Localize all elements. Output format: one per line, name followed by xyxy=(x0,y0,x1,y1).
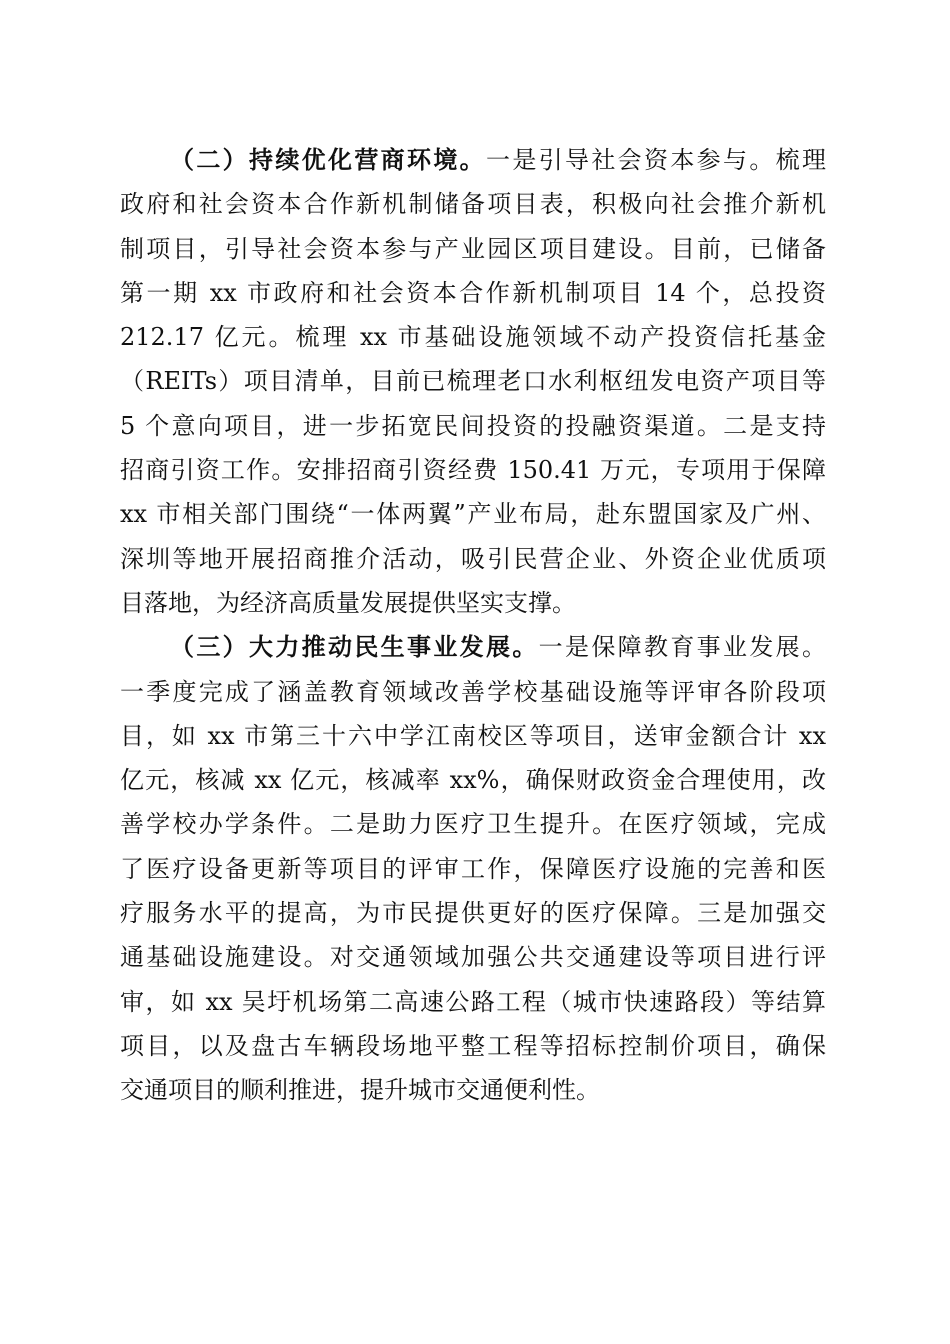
paragraph xyxy=(120,138,826,625)
line-text: 亿元，核减 xx 亿元，核减率 xx%，确保财政资金合理使用，改 xyxy=(120,766,826,795)
text-line xyxy=(120,1024,826,1068)
text-line xyxy=(120,537,826,581)
line-text: 一是保障教育事业发展。 xyxy=(538,633,827,662)
text-line xyxy=(120,359,826,403)
text-line xyxy=(120,492,826,536)
line-text: 了医疗设备更新等项目的评审工作，保障医疗设施的完善和医 xyxy=(120,854,826,883)
text-line xyxy=(120,315,826,359)
text-line xyxy=(120,404,826,448)
line-text: 制项目，引导社会资本参与产业园区项目建设。目前，已储备 xyxy=(120,234,826,263)
text-line xyxy=(120,758,826,802)
line-text: 疗服务水平的提高，为市民提供更好的医疗保障。三是加强交 xyxy=(120,899,826,928)
line-text: 项目，以及盘古车辆段场地平整工程等招标控制价项目，确保 xyxy=(120,1031,826,1060)
text-line xyxy=(120,448,826,492)
line-text: 一是引导社会资本参与。梳理 xyxy=(486,146,826,174)
text-line xyxy=(120,980,826,1024)
line-text: 212.17 亿元。梳理 xx 市基础设施领域不动产投资信托基金 xyxy=(120,323,826,352)
line-text: 5 个意向项目，进一步拓宽民间投资的投融资渠道。二是支持 xyxy=(120,411,826,440)
line-text: 善学校办学条件。二是助力医疗卫生提升。在医疗领域，完成 xyxy=(120,810,826,839)
line-text: 交通项目的顺利推进，提升城市交通便利性。 xyxy=(120,1076,600,1105)
text-line xyxy=(120,802,826,846)
text-line xyxy=(120,625,826,669)
text-line xyxy=(120,138,826,182)
text-line xyxy=(120,891,826,935)
text-line xyxy=(120,1068,826,1112)
line-text: 一季度完成了涵盖教育领域改善学校基础设施等评审各阶段项 xyxy=(120,677,826,706)
line-text: 政府和社会资本合作新机制储备项目表，积极向社会推介新机 xyxy=(120,190,826,219)
text-line xyxy=(120,581,826,625)
line-text: 通基础设施建设。对交通领域加强公共交通建设等项目进行评 xyxy=(120,943,826,972)
line-text: 深圳等地开展招商推介活动，吸引民营企业、外资企业优质项 xyxy=(120,544,826,573)
line-text: （REITs）项目清单，目前已梳理老口水利枢纽发电资产项目等 xyxy=(120,367,826,396)
text-line xyxy=(120,182,826,226)
line-text: 第一期 xx 市政府和社会资本合作新机制项目 14 个，总投资 xyxy=(120,278,826,307)
text-line xyxy=(120,847,826,891)
text-line xyxy=(120,271,826,315)
text-line xyxy=(120,227,826,271)
line-text: 目，如 xx 市第三十六中学江南校区等项目，送审金额合计 xx xyxy=(120,721,826,750)
text-line xyxy=(120,714,826,758)
line-text: 招商引资工作。安排招商引资经费 150.41 万元，专项用于保障 xyxy=(120,456,826,485)
document-page xyxy=(120,138,826,1113)
text-line xyxy=(120,670,826,714)
paragraph xyxy=(120,625,826,1112)
section-heading: （二）持续优化营商环境。 xyxy=(170,145,486,174)
line-text: xx 市相关部门围绕“一体两翼”产业布局，赴东盟国家及广州、 xyxy=(120,500,826,529)
text-line xyxy=(120,935,826,979)
line-text: 目落地，为经济高质量发展提供坚实支撑。 xyxy=(120,588,576,617)
section-heading: （三）大力推动民生事业发展。 xyxy=(170,632,539,662)
line-text: 审，如 xx 吴圩机场第二高速公路工程（城市快速路段）等结算 xyxy=(120,987,826,1016)
